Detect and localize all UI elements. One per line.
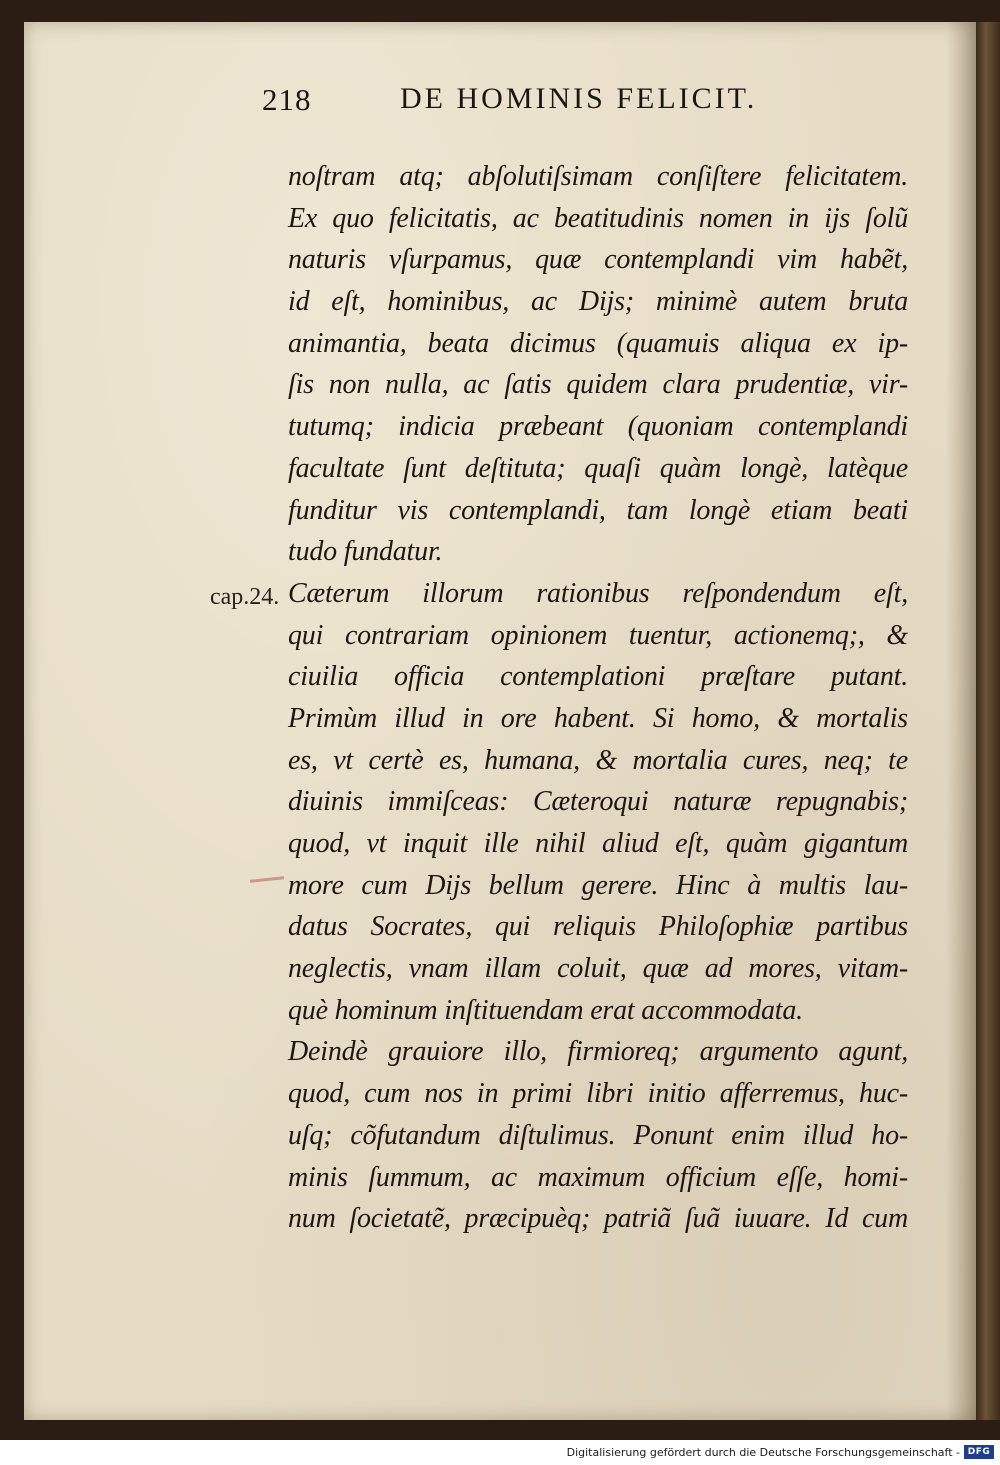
text-line: tutumq; indicia præbeant (quoniam contemplandi <box>288 411 908 443</box>
text-line: ſis non nulla, ac ſatis quidem clara prudentiæ, vir- <box>288 369 908 401</box>
text-line: neglectis, vnam illam coluit, quæ ad mores, vitam- <box>288 953 908 985</box>
text-line: num ſocietatẽ, præcipuèq; patriã ſuã iuuare. Id cum <box>288 1203 908 1235</box>
text-line: id eſt, hominibus, ac Dijs; minimè autem bruta <box>288 286 908 318</box>
text-line: facultate ſunt deſtituta; quaſi quàm longè, latèque <box>288 452 908 484</box>
text-line: diuinis immiſceas: Cæteroqui naturæ repugnabis; <box>288 786 908 818</box>
text-line: funditur vis contemplandi, tam longè etiam beati <box>288 494 908 526</box>
text-line: ciuilia officia contemplationi præſtare putant. <box>288 661 908 693</box>
funding-credit: Digitalisierung gefördert durch die Deutsche Forschungsgemeinschaft - <box>566 1446 960 1459</box>
text-line: Cæterum illorum rationibus reſpondendum eſt, <box>288 577 908 609</box>
text-line: què hominum inſtituendam erat accommodata. <box>288 994 803 1026</box>
book-edge <box>976 22 1000 1420</box>
text-line: Ex quo felicitatis, ac beatitudinis nomen in ijs ſolũ <box>288 202 908 234</box>
text-line: tudo fundatur. <box>288 536 443 568</box>
text-line: Deindè grauiore illo, firmioreq; argumento agunt, <box>288 1036 908 1068</box>
text-line: Primùm illud in ore habent. Si homo, & mortalis <box>288 702 908 734</box>
text-line: animantia, beata dicimus (quamuis aliqua ex ip- <box>288 327 908 359</box>
text-line: datus Socrates, qui reliquis Philoſophiæ partibus <box>288 911 908 943</box>
text-line: minis ſummum, ac maximum officium eſſe, homi- <box>288 1161 908 1193</box>
text-line: uſq; cõfutandum diſtulimus. Ponunt enim illud ho- <box>288 1119 908 1151</box>
footer-bar <box>0 1440 1000 1465</box>
body-text <box>288 156 908 1240</box>
text-line: qui contrariam opinionem tuentur, actionemq;, & <box>288 619 908 651</box>
dfg-logo: DFG <box>964 1445 994 1459</box>
running-title: DE HOMINIS FELICIT. <box>400 82 758 115</box>
page-number: 218 <box>262 82 312 117</box>
page-header <box>262 82 912 122</box>
text-line: es, vt certè es, humana, & mortalia cures, neq; te <box>288 744 908 776</box>
text-line: noſtram atq; abſolutiſsimam conſiſtere felicitatem. <box>288 161 908 192</box>
text-line: quod, vt inquit ille nihil aliud eſt, quàm gigantum <box>288 828 908 859</box>
marginal-note: cap.24. <box>210 584 280 610</box>
text-line: quod, cum nos in primi libri initio afferremus, huc- <box>288 1078 908 1110</box>
page-gutter-shadow <box>946 22 976 1420</box>
text-line: more cum Dijs bellum gerere. Hinc à multis lau- <box>288 869 908 901</box>
text-line: naturis vſurpamus, quæ contemplandi vim habẽt, <box>288 244 908 276</box>
